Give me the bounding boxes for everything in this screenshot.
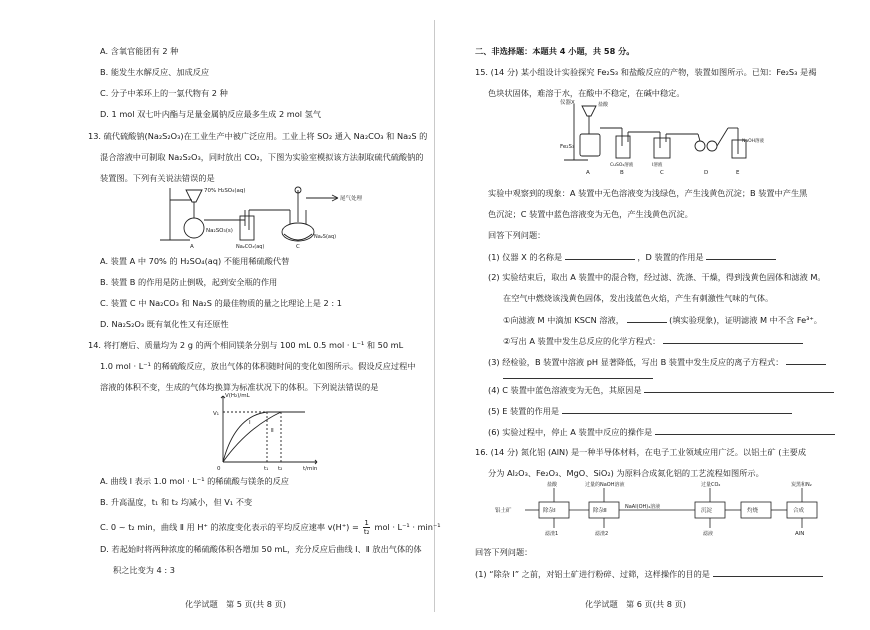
q16-part1-text: (1) “除杂 Ⅰ” 之前，对铝土矿进行粉碎、过筛，这样操作的目的是 xyxy=(475,569,710,579)
fig16-step-2: 除杂Ⅱ xyxy=(593,508,607,514)
q14-volume-time-graph xyxy=(205,390,325,472)
q14-stem-line1: 14. 将打磨后、质量均为 2 g 的两个相同镁条分别与 100 mL 0.5 mol · L⁻¹ 和 50 mL xyxy=(88,340,404,350)
q15-part3-continuation xyxy=(503,370,653,382)
q15-part2-sub1 xyxy=(503,314,822,326)
fig13-label-c: C xyxy=(296,244,300,250)
q15-stem-line1: 15. (14 分) 某小组设计实验探究 Fe₂S₃ 和盐酸反应的产物，装置如图所示。已知：Fe₂S₃ 是褐 xyxy=(475,67,817,77)
q15-observation-line2: 色沉淀；C 装置中蓝色溶液变为无色，产生浅黄色沉淀。 xyxy=(488,209,693,219)
fig15-label-b: B xyxy=(620,170,624,176)
fig16-reagent-2: 过量的NaOH溶液 xyxy=(585,482,625,488)
section-heading: 二、非选择题：本题共 4 小题，共 58 分。 xyxy=(475,46,635,56)
q13-option-d: D. Na₂S₂O₃ 既有氧化性又有还原性 xyxy=(100,319,229,329)
q16-stem-line2: 分为 Al₂O₃、Fe₂O₃、MgO、SiO₂) 为原料合成氮化铝的工艺流程如图所示。 xyxy=(488,468,764,478)
q16-stem-line1: 16. (14 分) 氮化铝 (AlN) 是一种半导体材料，在电子工业领域应用广泛。以铝土矿 (主要成 xyxy=(475,447,807,457)
q13-stem-line3: 装置图。下列有关说法错误的是 xyxy=(100,173,215,183)
fig16-byproduct-2: 滤渣2 xyxy=(595,531,609,537)
q15-part5 xyxy=(488,405,792,417)
q16-part1 xyxy=(475,568,823,580)
page-footer-6: 化学试题 第 6 页(共 8 页) xyxy=(585,599,686,609)
answer-blank xyxy=(713,568,823,577)
answer-blank xyxy=(644,384,834,393)
q15-part6-text: (6) 实验过程中，停止 A 装置中反应的操作是 xyxy=(488,427,653,437)
fraction-denominator: t₂ xyxy=(363,528,370,536)
fig16-mid-product: NaAl(OH)₄溶液 xyxy=(625,504,661,510)
fig15-label-e: E xyxy=(736,170,740,176)
q15-stem-line2: 色块状固体，难溶于水，在酸中不稳定，在碱中稳定。 xyxy=(488,88,685,98)
q15-part6 xyxy=(488,426,835,438)
q12-option-c: C. 分子中苯环上的一氯代物有 2 种 xyxy=(100,88,228,98)
q13-option-a: A. 装置 A 中 70% 的 H₂SO₄(aq) 不能用稀硫酸代替 xyxy=(100,256,290,266)
fig16-step-5: 合成 xyxy=(793,508,805,514)
page-footer-5: 化学试题 第 5 页(共 8 页) xyxy=(185,599,286,609)
answer-blank xyxy=(565,251,635,260)
q15-part2-sub2 xyxy=(503,335,803,347)
q13-stem-line1: 13. 硫代硫酸钠(Na₂S₂O₃)在工业生产中被广泛应用。工业上将 SO₂ 通入 Na₂CO₃ 和 Na₂S 的 xyxy=(88,131,428,141)
fig16-final-product: AlN xyxy=(795,531,805,537)
fig15-label-a: A xyxy=(586,170,590,176)
q13-stem-line2: 混合溶液中可制取 Na₂S₂O₃，同时放出 CO₂，下图为实验室模拟该方法制取硫代硫酸钠的 xyxy=(100,152,424,162)
q15-part5-text: (5) E 装置的作用是 xyxy=(488,406,560,416)
answer-blank xyxy=(562,405,792,414)
q15-part2-sub2-text: ②写出 A 装置中发生总反应的化学方程式： xyxy=(503,336,661,346)
fig15-naoh-label: NaOH溶液 xyxy=(742,139,765,144)
q15-part3-text: (3) 经检验，B 装置中溶液 pH 显著降低，写出 B 装置中发生反应的离子方程式： xyxy=(488,357,784,367)
fig14-v1-label: V₁ xyxy=(213,411,219,417)
q14-option-c-text: C. 0 ~ t₂ min，曲线 Ⅱ 用 H⁺ 的浓度变化表示的平均反应速率 v(H⁺) = xyxy=(100,522,362,532)
q15-part2-line2: 在空气中燃烧该浅黄色固体，发出浅蓝色火焰，产生有刺激性气味的气体。 xyxy=(503,293,774,303)
fig16-step-1: 除杂Ⅰ xyxy=(543,508,556,514)
fig13-label-a: A xyxy=(190,244,194,250)
fig14-x-axis-label: t/min xyxy=(303,466,318,472)
fig16-step-4: 灼烧 xyxy=(747,508,759,514)
fig16-byproduct-1: 滤渣1 xyxy=(545,531,559,537)
q15-part4 xyxy=(488,384,834,396)
q15-part3 xyxy=(488,356,826,368)
q16-process-flowchart xyxy=(495,480,825,538)
fig16-reagent-1: 盐酸 xyxy=(547,482,558,488)
fig14-origin-label: 0 xyxy=(217,466,221,472)
q15-observation-line1: 实验中观察到的现象：A 装置中无色溶液变为浅绿色，产生浅黄色沉淀；B 装置中产生黑 xyxy=(488,188,808,198)
answer-blank xyxy=(663,335,803,344)
answer-blank xyxy=(503,370,653,379)
q13-option-b: B. 装置 B 的作用是防止倒吸，起到安全瓶的作用 xyxy=(100,277,278,287)
fig16-step-3: 沉淀 xyxy=(701,508,713,514)
answer-blank xyxy=(655,426,835,435)
fig14-tick-t1: t₁ xyxy=(264,466,269,472)
q15-apparatus-figure xyxy=(560,98,765,176)
answer-blank xyxy=(786,356,826,365)
q13-apparatus-figure xyxy=(150,180,410,250)
q15-part2-sub1-text-b: (填实验现象)，证明滤液 M 中不含 Fe³⁺。 xyxy=(669,315,822,325)
q14-option-c-unit: mol · L⁻¹ · min⁻¹ xyxy=(374,522,441,532)
q12-option-d: D. 1 mol 双七叶内酯与足量金属钠反应最多生成 2 mol 氢气 xyxy=(100,109,322,119)
fig16-reagent-3: 过量CO₂ xyxy=(701,482,721,488)
q15-part1 xyxy=(488,251,776,263)
fig15-fe2s3-label: Fe₂S₃ xyxy=(560,144,575,150)
fraction-numerator: 1 xyxy=(364,519,369,527)
fig15-cuso4-a-label: CuSO₄溶液 xyxy=(610,163,634,168)
fig14-curve-ii-label: Ⅱ xyxy=(271,428,274,434)
fig13-na2s-label: Na₂S(aq) xyxy=(314,234,337,240)
fig14-y-axis-label: V(H₂)/mL xyxy=(225,393,250,399)
fig13-solid-label: Na₂SO₃(s) xyxy=(206,228,233,234)
q12-option-b: B. 能发生水解反应、加成反应 xyxy=(100,67,210,77)
fig14-curve-i-label: Ⅰ xyxy=(249,420,251,426)
fig13-acid-label: 70% H₂SO₄(aq) xyxy=(204,188,246,194)
q14-option-d-line1: D. 若起始时将两种浓度的稀硫酸体积各增加 50 mL，充分反应后曲线 Ⅰ、Ⅱ 放出气体的体 xyxy=(100,544,422,554)
q14-option-b: B. 升高温度，t₁ 和 t₂ 均减小，但 V₁ 不变 xyxy=(100,497,253,507)
fig15-label-c: C xyxy=(660,170,664,176)
answer-blank xyxy=(706,251,776,260)
fig13-mixture-label: Na₂CO₃(aq) xyxy=(236,244,265,250)
q14-stem-line3: 溶液的体积不变，生成的气体均换算为标准状况下的体积。下列说法错误的是 xyxy=(100,382,379,392)
q15-part1-text-a: (1) 仪器 X 的名称是 xyxy=(488,252,563,262)
q15-part4-text: (4) C 装置中蓝色溶液变为无色，其原因是 xyxy=(488,385,642,395)
answer-blank xyxy=(627,314,667,323)
q14-option-c-fraction xyxy=(363,519,369,536)
q15-part2-line1: (2) 实验结束后，取出 A 装置中的混合物，经过滤、洗涤、干燥，得到浅黄色固体和滤液 M。 xyxy=(488,272,826,282)
fig15-label-d: D xyxy=(704,170,709,176)
exam-page-6 xyxy=(435,0,870,630)
q14-option-c xyxy=(100,519,441,536)
fig15-hcl-label: 盐酸 xyxy=(598,102,609,108)
q14-option-d-line2: 积之比变为 4 : 3 xyxy=(113,565,175,575)
q15-part1-text-b: ，D 装置的作用是 xyxy=(637,252,704,262)
fig16-reagent-4: 炭黑和N₂ xyxy=(791,482,812,488)
q14-stem-line2: 1.0 mol · L⁻¹ 的稀硫酸反应，放出气体的体积随时间的变化如图所示。假设反应过程中 xyxy=(100,361,416,371)
fig13-tail-label: 尾气处理 xyxy=(340,196,363,202)
q15-answer-prompt: 回答下列问题： xyxy=(488,230,546,240)
fig16-byproduct-3: 滤液 xyxy=(703,531,714,537)
fig15-solution-label: I溶液 xyxy=(652,163,663,168)
fig14-tick-t2: t₂ xyxy=(278,466,283,472)
fig16-start-label: 铝土矿 xyxy=(495,508,512,514)
q13-option-c: C. 装置 C 中 Na₂CO₃ 和 Na₂S 的最佳物质的量之比理论上是 2 : 1 xyxy=(100,298,342,308)
q14-option-a: A. 曲线 Ⅰ 表示 1.0 mol · L⁻¹ 的稀硫酸与镁条的反应 xyxy=(100,476,289,486)
q12-option-a: A. 含氧官能团有 2 种 xyxy=(100,46,179,56)
fig15-instrument-x-label: 仪器X xyxy=(560,100,575,106)
q15-part2-sub1-text-a: ①向滤液 M 中滴加 KSCN 溶液， xyxy=(503,315,624,325)
q16-answer-prompt: 回答下列问题： xyxy=(475,547,533,557)
